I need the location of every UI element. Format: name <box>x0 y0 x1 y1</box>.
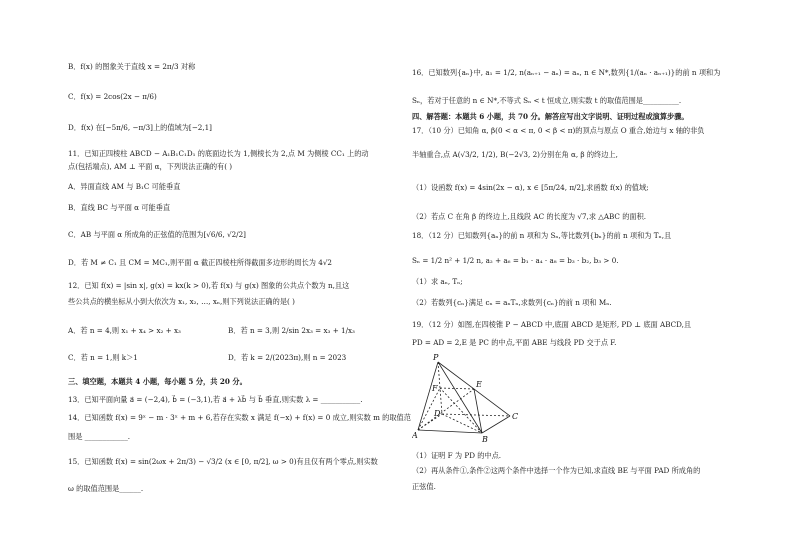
right-text-line: （1）证明 F 为 PD 的中点. <box>412 451 502 460</box>
left-text-line: 12．已知 f(x) = |sin x|, g(x) = kx(k > 0),若 f(x) 与 g(x) 图象的公共点个数为 n,且这 <box>68 281 350 290</box>
right-text-line: （1）求 aₙ, Tₙ; <box>412 277 463 286</box>
edge-fe <box>440 388 474 389</box>
edge-bc <box>482 416 510 433</box>
right-text-line: PD = AD = 2,E 是 PC 的中点,平面 ABE 与线段 PD 交于点 F. <box>412 338 617 347</box>
edge-pa <box>418 362 438 430</box>
label-d: D <box>434 409 441 418</box>
right-text-line: 17．（10 分）已知角 α, β(0 < α < π, 0 < β < π)的顶点与原点 O 重合,始边与 x 轴的非负 <box>412 126 705 135</box>
edge-bf <box>440 388 482 433</box>
right-text-line: （2）若点 C 在角 β 的终边上,且线段 AC 的长度为 √7,求 △ABC 的面积. <box>412 212 647 221</box>
left-text-line: B．f(x) 的图象关于直线 x = 2π/3 对称 <box>68 62 196 71</box>
edge-ae <box>418 389 474 430</box>
left-text-line: B．直线 BC 与平面 α 可能垂直 <box>68 203 171 212</box>
left-text-line: 15．已知函数 f(x) = sin(2ωx + 2π/3) − √3/2 (x ∈ [0, π/2], ω > 0)有且仅有两个零点,则实数 <box>68 457 378 466</box>
right-text-line: 正弦值. <box>412 482 436 491</box>
right-text-line: 半轴重合,点 A(√3/2, 1/2), B(−2√3, 2)分别在角 α, β 的终边上, <box>412 150 618 159</box>
edge-dc <box>442 414 510 416</box>
left-text-line: D．若 k = 2/(2023π),则 n = 2023 <box>228 353 347 362</box>
left-text-line: 些公共点的横坐标从小到大依次为 x₁, x₂, …, xₙ,则下列说法正确的是( ) <box>68 297 295 306</box>
left-text-line: C．AB 与平面 α 所成角的正弦值的范围为[√6/6, √2/2] <box>68 230 246 239</box>
left-text-line: A．异面直线 AM 与 B₁C 可能垂直 <box>68 182 181 191</box>
label-e: E <box>476 380 482 389</box>
label-c: C <box>512 412 519 421</box>
left-text-line: A．若 n = 4,则 x₁ + x₄ > x₂ + x₃ <box>68 326 181 335</box>
left-text-line: D．f(x) 在[−5π/6, −π/3]上的值域为[−2,1] <box>68 123 212 132</box>
left-text-line: C．若 n = 1,则 k＞1 <box>68 353 138 362</box>
right-text-line: Sₙ，若对于任意的 n ∈ N*,不等式 Sₙ < t 恒成立,则实数 t 的取值范围是__________. <box>412 96 682 105</box>
right-text-line: 四、解答题：本题共 6 小题，共 70 分。解答应写出文字说明、证明过程或演算步骤。 <box>412 112 689 121</box>
left-text-line: 围是 ____________. <box>68 432 131 441</box>
left-text-line: 点(包括端点), AM ⊥ 平面 α，下列说法正确的有( ) <box>68 162 233 171</box>
label-a: A <box>412 431 418 440</box>
right-text-line: （2）若数列{cₙ}满足 cₙ = aₙTₙ,求数列{cₙ}的前 n 项和 Mₙ. <box>412 298 612 307</box>
left-text-line: B．若 n = 3,则 2/sin 2x₃ = x₃ + 1/x₃ <box>228 326 355 335</box>
edge-ab <box>418 430 482 433</box>
label-p: P <box>433 353 439 362</box>
left-text-line: ω 的取值范围是______. <box>68 484 144 493</box>
right-text-line: 19．（12 分）如图,在四棱锥 P − ABCD 中,底面 ABCD 是矩形, PD ⊥ 底面 ABCD,且 <box>412 320 692 329</box>
pyramid-figure <box>412 350 522 445</box>
right-text-line: （1）设函数 f(x) = 4sin(2x − α), x ∈ [5π/24, π/2],求函数 f(x) 的值域; <box>412 183 649 192</box>
left-text-line: D．若 M ≠ C₁ 且 CM = MC₁,则平面 α 截正四棱柱所得截面多边形的周长为 4√2 <box>68 258 332 267</box>
label-f: F <box>432 384 438 393</box>
right-text-line: 16．已知数列{aₙ}中, a₁ = 1/2, n(aₙ₊₁ − aₙ) = aₙ, n ∈ N*,数列{1/(aₙ · aₙ₊₁)}的前 n 项和为 <box>412 68 721 77</box>
left-text-line: 13．已知平面向量 a⃗ = (−2,4), b⃗ = (−3,1),若 a⃗ + λb⃗ 与 b⃗ 垂直,则实数 λ = ___________. <box>68 395 363 404</box>
right-text-line: Sₙ = 1/2 n² + 1/2 n, a₂ + a₆ = b₁ · a₄ · a₈ = b₃ · b₂, b₃ > 0. <box>412 256 619 265</box>
left-text-line: 11．已知正四棱柱 ABCD − A₁B₁C₁D₁ 的底面边长为 1,侧棱长为 2,点 M 为侧棱 CC₁ 上的动 <box>68 149 369 158</box>
left-text-line: 三、填空题，本题共 4 小题，每小题 5 分，共 20 分。 <box>68 377 247 386</box>
right-text-line: （2）再从条件①,条件②这两个条件中选择一个作为已知,求直线 BE 与平面 PAD 所成角的 <box>412 466 701 475</box>
left-text-line: 14．已知函数 f(x) = 9ˣ − m · 3ˣ + m + 6,若存在实数 x 满足 f(−x) + f(x) = 0 成立,则实数 m 的取值范 <box>68 413 411 422</box>
right-column <box>397 0 794 560</box>
right-text-line: 18．（12 分）已知数列{aₙ}的前 n 项和为 Sₙ,等比数列{bₙ}的前 n 项和为 Tₙ,且 <box>412 231 672 240</box>
label-b: B <box>482 435 488 444</box>
left-text-line: C．f(x) = 2cos(2x − π/6) <box>68 92 157 101</box>
